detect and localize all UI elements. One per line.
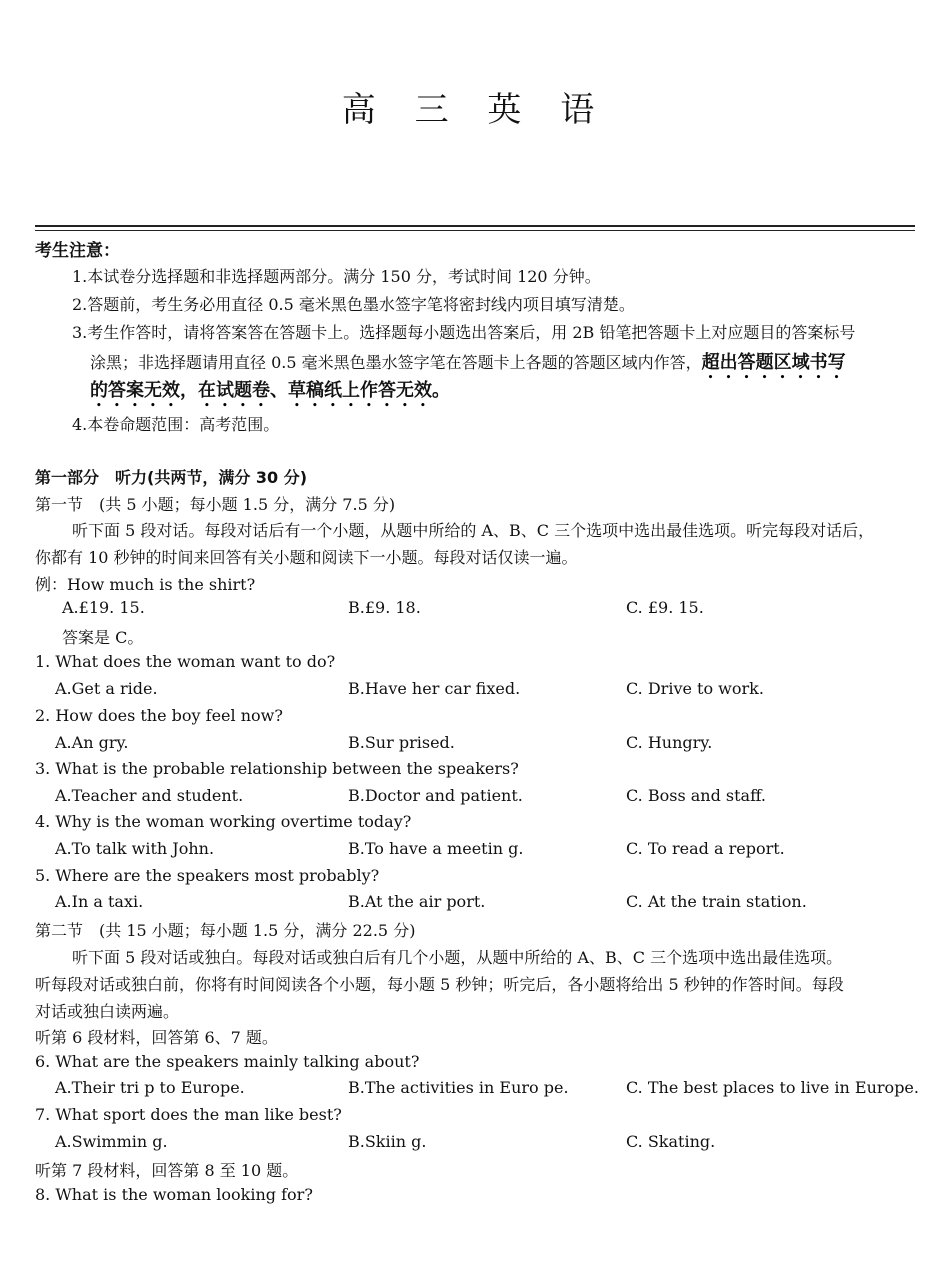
header-rule-thin	[35, 230, 915, 231]
section2-instructions-1: 听下面 5 段对话或独白。每段对话或独白后有几个小题，从题中所给的 A、B、C 三个选项中选出最佳选项。	[72, 948, 843, 967]
q2-option-a: A.An gry.	[55, 733, 129, 752]
question-4: 4. Why is the woman working overtime today?	[35, 812, 412, 831]
section1-heading: 第一节 (共 5 小题；每小题 1.5 分，满分 7.5 分)	[35, 495, 396, 514]
q2-option-c: C. Hungry.	[626, 733, 713, 752]
question-2: 2. How does the boy feel now?	[35, 706, 283, 725]
q7-option-b: B.Skiin g.	[348, 1132, 427, 1151]
notice-item-3-line3	[90, 376, 450, 411]
notice-item-2: 2.答题前，考生务必用直径 0.5 毫米黑色墨水签字笔将密封线内项目填写清楚。	[72, 295, 635, 314]
q3-option-c: C. Boss and staff.	[626, 786, 766, 805]
q6-option-b: B.The activities in Euro pe.	[348, 1078, 569, 1097]
example-answer: 答案是 C。	[62, 628, 144, 647]
section1-instructions-2: 你都有 10 秒钟的时间来回答有关小题和阅读下一小题。每段对话仅读一遍。	[35, 548, 578, 567]
q3-option-a: A.Teacher and student.	[55, 786, 244, 805]
q5-option-b: B.At the air port.	[348, 892, 486, 911]
notice-heading: 考生注意：	[35, 241, 120, 261]
q6-option-a: A.Their tri p to Europe.	[55, 1078, 245, 1097]
example-option-b: B.£9. 18.	[348, 598, 421, 617]
notice-item-3-emphasis-1: 超出答题区域书写	[701, 352, 846, 373]
notice-item-3-line1: 3.考生作答时，请将答案答在答题卡上。选择题每小题选出答案后，用 2B 铅笔把答题卡上对应题目的答案标号	[72, 323, 856, 342]
notice-item-3-emphasis-2: 的答案无效，在试题卷、草稿纸上作答无效。	[90, 380, 450, 401]
section1-instructions-1: 听下面 5 段对话。每段对话后有一个小题，从题中所给的 A、B、C 三个选项中选出最佳选项。听完每段对话后，	[72, 521, 875, 540]
q1-option-a: A.Get a ride.	[55, 679, 158, 698]
section2-instructions-2: 听每段对话或独白前，你将有时间阅读各个小题，每小题 5 秒钟；听完后，各小题将给出 5 秒钟的作答时间。每段	[35, 975, 844, 994]
q6-option-c: C. The best places to live in Europe.	[626, 1078, 919, 1097]
question-6: 6. What are the speakers mainly talking about?	[35, 1052, 420, 1071]
material-6-label: 听第 6 段材料，回答第 6、7 题。	[35, 1028, 278, 1047]
question-1: 1. What does the woman want to do?	[35, 652, 336, 671]
section2-heading: 第二节 (共 15 小题；每小题 1.5 分，满分 22.5 分)	[35, 921, 416, 940]
question-5: 5. Where are the speakers most probably?	[35, 866, 380, 885]
q7-option-a: A.Swimmin g.	[55, 1132, 168, 1151]
notice-item-4: 4.本卷命题范围：高考范围。	[72, 415, 280, 434]
section2-instructions-3: 对话或独白读两遍。	[35, 1002, 180, 1021]
header-rule-thick	[35, 225, 915, 227]
notice-item-1: 1.本试卷分选择题和非选择题两部分。满分 150 分，考试时间 120 分钟。	[72, 267, 601, 286]
q4-option-a: A.To talk with John.	[55, 839, 215, 858]
q5-option-c: C. At the train station.	[626, 892, 807, 911]
notice-item-3-text: 涂黑；非选择题请用直径 0.5 毫米黑色墨水签字笔在答题卡上各题的答题区域内作答，	[90, 353, 702, 372]
q3-option-b: B.Doctor and patient.	[348, 786, 523, 805]
example-option-a: A.£19. 15.	[62, 598, 145, 617]
part1-heading: 第一部分 听力(共两节，满分 30 分)	[35, 468, 308, 487]
q4-option-b: B.To have a meetin g.	[348, 839, 524, 858]
q2-option-b: B.Sur prised.	[348, 733, 455, 752]
page-title: 高 三 英 语	[341, 90, 609, 130]
material-7-label: 听第 7 段材料，回答第 8 至 10 题。	[35, 1161, 299, 1180]
example-question: 例：How much is the shirt?	[35, 575, 256, 594]
q5-option-a: A.In a taxi.	[55, 892, 144, 911]
q1-option-c: C. Drive to work.	[626, 679, 764, 698]
q4-option-c: C. To read a report.	[626, 839, 785, 858]
example-option-c: C. £9. 15.	[626, 598, 704, 617]
question-3: 3. What is the probable relationship between the speakers?	[35, 759, 519, 778]
question-8: 8. What is the woman looking for?	[35, 1185, 313, 1204]
q7-option-c: C. Skating.	[626, 1132, 716, 1151]
question-7: 7. What sport does the man like best?	[35, 1105, 342, 1124]
q1-option-b: B.Have her car fixed.	[348, 679, 521, 698]
